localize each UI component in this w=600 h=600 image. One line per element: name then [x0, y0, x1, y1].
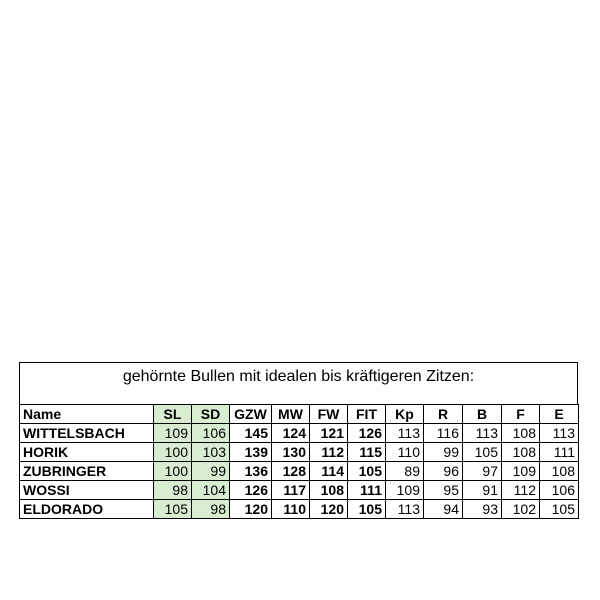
value-cell-sl: 105: [154, 500, 192, 519]
value-cell-gzw: 136: [230, 462, 272, 481]
col-header-b: B: [463, 405, 502, 424]
value-cell-gzw: 120: [230, 500, 272, 519]
col-header-fw: FW: [310, 405, 348, 424]
value-cell-mw: 128: [272, 462, 310, 481]
table-row: [20, 462, 579, 481]
value-cell-sd: 103: [192, 443, 230, 462]
value-cell-fw: 114: [310, 462, 348, 481]
value-cell-kp: 110: [386, 443, 424, 462]
value-cell-e: 106: [540, 481, 579, 500]
row-name-cell: WITTELSBACH: [20, 424, 154, 443]
value-cell-sl: 109: [154, 424, 192, 443]
value-cell-sd: 104: [192, 481, 230, 500]
row-name-cell: HORIK: [20, 443, 154, 462]
value-cell-f: 108: [502, 443, 540, 462]
value-cell-fit: 115: [348, 443, 386, 462]
header-row: [20, 405, 579, 424]
col-header-sl: SL: [154, 405, 192, 424]
value-cell-fw: 112: [310, 443, 348, 462]
value-cell-fw: 108: [310, 481, 348, 500]
value-cell-mw: 110: [272, 500, 310, 519]
value-cell-f: 112: [502, 481, 540, 500]
value-cell-mw: 117: [272, 481, 310, 500]
value-cell-f: 102: [502, 500, 540, 519]
col-header-fit: FIT: [348, 405, 386, 424]
value-cell-sd: 98: [192, 500, 230, 519]
value-cell-fw: 121: [310, 424, 348, 443]
col-header-mw: MW: [272, 405, 310, 424]
value-cell-sl: 98: [154, 481, 192, 500]
value-cell-b: 113: [463, 424, 502, 443]
value-cell-fw: 120: [310, 500, 348, 519]
value-cell-fit: 105: [348, 462, 386, 481]
value-cell-kp: 89: [386, 462, 424, 481]
value-cell-mw: 130: [272, 443, 310, 462]
value-cell-b: 105: [463, 443, 502, 462]
value-cell-f: 108: [502, 424, 540, 443]
col-header-r: R: [424, 405, 463, 424]
col-header-name: Name: [20, 405, 154, 424]
col-header-e: E: [540, 405, 579, 424]
value-cell-r: 116: [424, 424, 463, 443]
col-header-gzw: GZW: [230, 405, 272, 424]
value-cell-r: 99: [424, 443, 463, 462]
col-header-sd: SD: [192, 405, 230, 424]
bull-table-sheet: [19, 362, 578, 519]
value-cell-sl: 100: [154, 443, 192, 462]
value-cell-b: 93: [463, 500, 502, 519]
value-cell-sl: 100: [154, 462, 192, 481]
value-cell-mw: 124: [272, 424, 310, 443]
value-cell-e: 111: [540, 443, 579, 462]
value-cell-kp: 113: [386, 424, 424, 443]
value-cell-fit: 105: [348, 500, 386, 519]
table-body: [20, 424, 579, 519]
value-cell-e: 113: [540, 424, 579, 443]
table-row: [20, 481, 579, 500]
value-cell-f: 109: [502, 462, 540, 481]
value-cell-r: 95: [424, 481, 463, 500]
value-cell-kp: 109: [386, 481, 424, 500]
value-cell-r: 96: [424, 462, 463, 481]
value-cell-e: 108: [540, 462, 579, 481]
value-cell-gzw: 145: [230, 424, 272, 443]
col-header-kp: Kp: [386, 405, 424, 424]
value-cell-gzw: 126: [230, 481, 272, 500]
bull-table: [19, 404, 579, 519]
value-cell-fit: 126: [348, 424, 386, 443]
value-cell-b: 97: [463, 462, 502, 481]
row-name-cell: WOSSI: [20, 481, 154, 500]
table-row: [20, 443, 579, 462]
spacer-row: [19, 390, 578, 404]
row-name-cell: ZUBRINGER: [20, 462, 154, 481]
value-cell-r: 94: [424, 500, 463, 519]
value-cell-b: 91: [463, 481, 502, 500]
col-header-f: F: [502, 405, 540, 424]
value-cell-gzw: 139: [230, 443, 272, 462]
table-row: [20, 424, 579, 443]
value-cell-sd: 99: [192, 462, 230, 481]
value-cell-kp: 113: [386, 500, 424, 519]
table-title: gehörnte Bullen mit idealen bis kräftigeren Zitzen:: [19, 362, 578, 390]
value-cell-fit: 111: [348, 481, 386, 500]
row-name-cell: ELDORADO: [20, 500, 154, 519]
value-cell-sd: 106: [192, 424, 230, 443]
value-cell-e: 105: [540, 500, 579, 519]
table-row: [20, 500, 579, 519]
